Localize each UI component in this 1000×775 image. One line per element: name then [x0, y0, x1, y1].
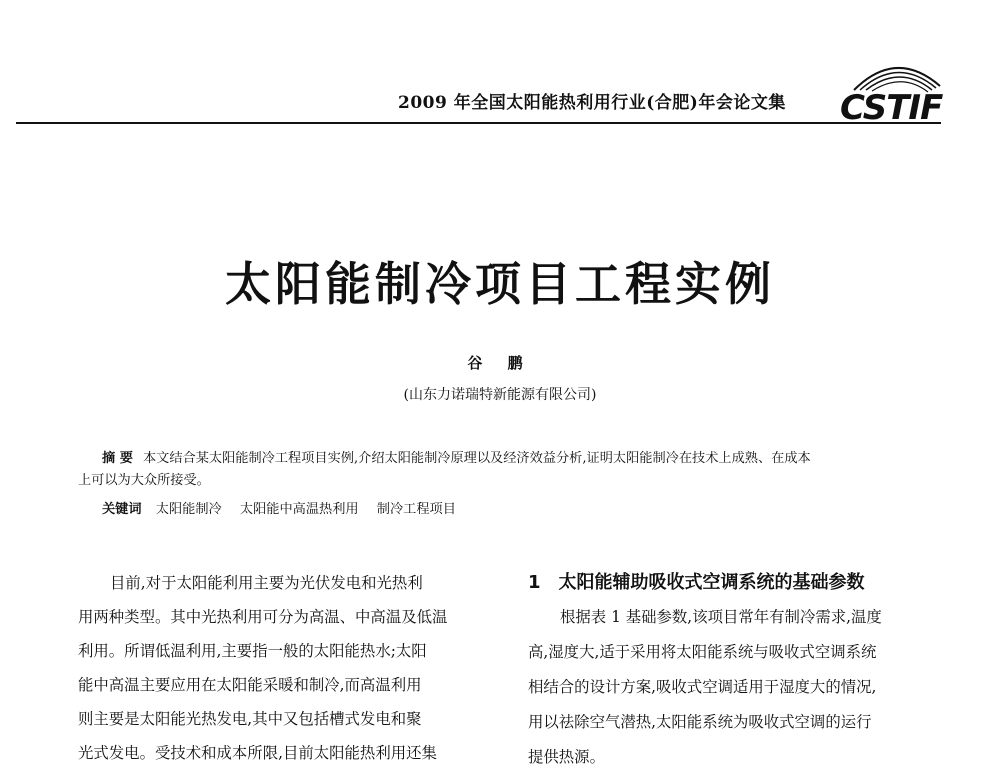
body-right-line-4: 用以祛除空气潜热,太阳能系统为吸收式空调的运行 [528, 713, 872, 731]
body-left-line-3: 利用。所谓低温利用,主要指一般的太阳能热水;太阳 [78, 642, 427, 660]
body-column-right [528, 600, 948, 775]
keywords [102, 498, 470, 517]
paper-title: 太阳能制冷项目工程实例 [225, 257, 775, 311]
body-right-line-3: 相结合的设计方案,吸收式空调适用于湿度大的情况, [528, 678, 877, 696]
header-rule [16, 122, 941, 124]
keyword-1: 太阳能制冷 [155, 502, 222, 517]
body-left-line-6: 光式发电。受技术和成本所限,目前太阳能热利用还集 [78, 744, 437, 762]
body-left-line-5: 则主要是太阳能光热发电,其中又包括槽式发电和聚 [78, 710, 422, 728]
body-left-line-2: 用两种类型。其中光热利用可分为高温、中高温及低温 [78, 608, 448, 626]
abstract-label: 摘 要 [102, 451, 133, 466]
body-column-left [78, 566, 488, 770]
page-header [0, 0, 1000, 140]
abstract-line-1 [78, 448, 940, 470]
proceedings-title: 2009 年全国太阳能热利用行业(合肥)年会论文集 [398, 93, 786, 113]
section-title: 太阳能辅助吸收式空调系统的基础参数 [558, 572, 865, 593]
body-right-line-2: 高,湿度大,适于采用将太阳能系统与吸收式空调系统 [528, 643, 877, 661]
author-affiliation: (山东力诺瑞特新能源有限公司) [403, 387, 597, 403]
cstif-logo-text: CSTIF [840, 88, 943, 128]
abstract-text-1: 本文结合某太阳能制冷工程项目实例,介绍太阳能制冷原理以及经济效益分析,证明太阳能制冷在技术上成熟、在成本 [142, 451, 811, 466]
body-left-line-1: 目前,对于太阳能利用主要为光伏发电和光热利 [110, 574, 423, 592]
body-right-line-1: 根据表 1 基础参数,该项目常年有制冷需求,温度 [560, 608, 882, 626]
section-heading [528, 568, 865, 594]
body-right-line-5: 提供热源。 [528, 748, 605, 766]
abstract-text-2: 上可以为大众所接受。 [78, 473, 210, 488]
keyword-3: 制冷工程项目 [376, 502, 456, 517]
abstract [78, 448, 940, 492]
section-number: 1 [528, 572, 541, 593]
body-left-line-4: 能中高温主要应用在太阳能采暖和制冷,而高温利用 [78, 676, 422, 694]
author-name: 谷 鹏 [467, 354, 533, 372]
keyword-2: 太阳能中高温热利用 [239, 502, 359, 517]
keywords-label: 关键词 [102, 502, 142, 517]
